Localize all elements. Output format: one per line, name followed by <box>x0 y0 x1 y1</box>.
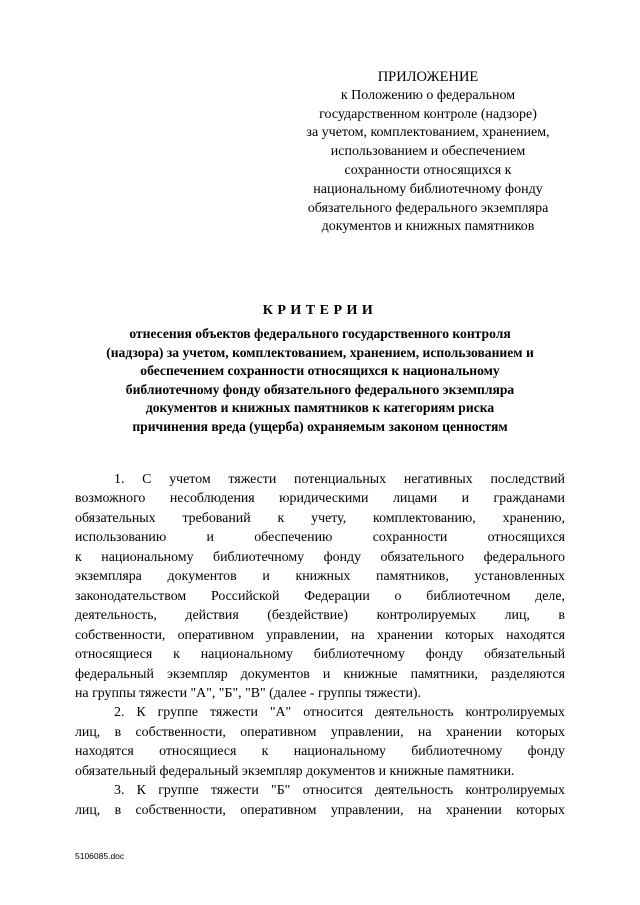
footer-file-name: 5106085.doc <box>75 851 125 861</box>
paragraph-line: 3. К группе тяжести "Б" относится деятельность контролируемых <box>114 783 565 799</box>
paragraph-line: собственности, оперативном управлении, на хранении которых находятся <box>75 627 565 643</box>
appendix-line: обязательного федерального экземпляра <box>307 200 549 216</box>
appendix-line: к Положению о федеральном <box>340 87 516 103</box>
criteria-subtitle-line: обеспечением сохранности относящихся к национальному <box>140 363 500 379</box>
appendix-line: документов и книжных памятников <box>321 219 535 235</box>
criteria-subtitle <box>74 325 566 437</box>
paragraph-1 <box>75 470 565 703</box>
paragraph-3 <box>75 781 565 820</box>
paragraph-line: лиц, в собственности, оперативном управлении, на хранении которых <box>75 724 565 740</box>
paragraph-line: федеральный экземпляр документов и книжные памятники, разделяются <box>75 666 565 682</box>
paragraph-line: 2. К группе тяжести "А" относится деятельность контролируемых <box>114 705 565 721</box>
paragraph-line: экземпляра документов и книжных памятников, установленных <box>75 569 565 585</box>
paragraph-line: к национальному библиотечному фонду обязательного федерального <box>75 549 565 565</box>
paragraph-line: деятельность, действия (бездействие) контролируемых лиц, в <box>75 608 565 624</box>
appendix-line: за учетом, комплектованием, хранением, <box>306 125 550 141</box>
paragraph-line: законодательством Российской Федерации о библиотечном деле, <box>75 588 565 604</box>
criteria-subtitle-line: причинения вреда (ущерба) охраняемым законом ценностям <box>132 418 508 434</box>
criteria-title: КРИТЕРИИ <box>262 303 378 318</box>
appendix-line: использованием и обеспечением <box>330 144 526 160</box>
paragraph-line: лиц, в собственности, оперативном управлении, на хранении которых <box>75 802 565 818</box>
criteria-subtitle-line: (надзора) за учетом, комплектованием, хранением, использованием и <box>106 344 534 360</box>
paragraph-line: возможного несоблюдения юридическими лицами и гражданами <box>75 491 565 507</box>
paragraph-line: относящиеся к национальному библиотечному фонду обязательный <box>75 647 565 663</box>
paragraph-2 <box>75 703 565 781</box>
paragraph-line: обязательный федеральный экземпляр документов и книжные памятники. <box>75 763 515 779</box>
criteria-subtitle-line: отнесения объектов федерального государственного контроля <box>129 326 511 341</box>
criteria-subtitle-line: библиотечному фонду обязательного федерального экземпляра <box>125 381 515 397</box>
appendix-heading <box>290 68 566 237</box>
paragraph-line: находятся относящиеся к национальному библиотечному фонду <box>75 744 565 760</box>
paragraph-line: использованию и обеспечению сохранности относящихся <box>75 530 565 546</box>
appendix-line: государственном контроле (надзоре) <box>319 106 537 122</box>
appendix-title: ПРИЛОЖЕНИЕ <box>377 69 479 85</box>
paragraph-line: на группы тяжести "А", "Б", "В" (далее - группы тяжести). <box>75 685 422 701</box>
appendix-line: национальному библиотечному фонду <box>313 181 543 197</box>
appendix-line: сохранности относящихся к <box>344 162 512 178</box>
paragraph-line: 1. С учетом тяжести потенциальных негативных последствий <box>114 472 565 487</box>
criteria-subtitle-line: документов и книжных памятников к категориям риска <box>145 400 495 416</box>
paragraph-line: обязательных требований к учету, комплектованию, хранению, <box>75 510 565 526</box>
document-body <box>75 470 565 820</box>
